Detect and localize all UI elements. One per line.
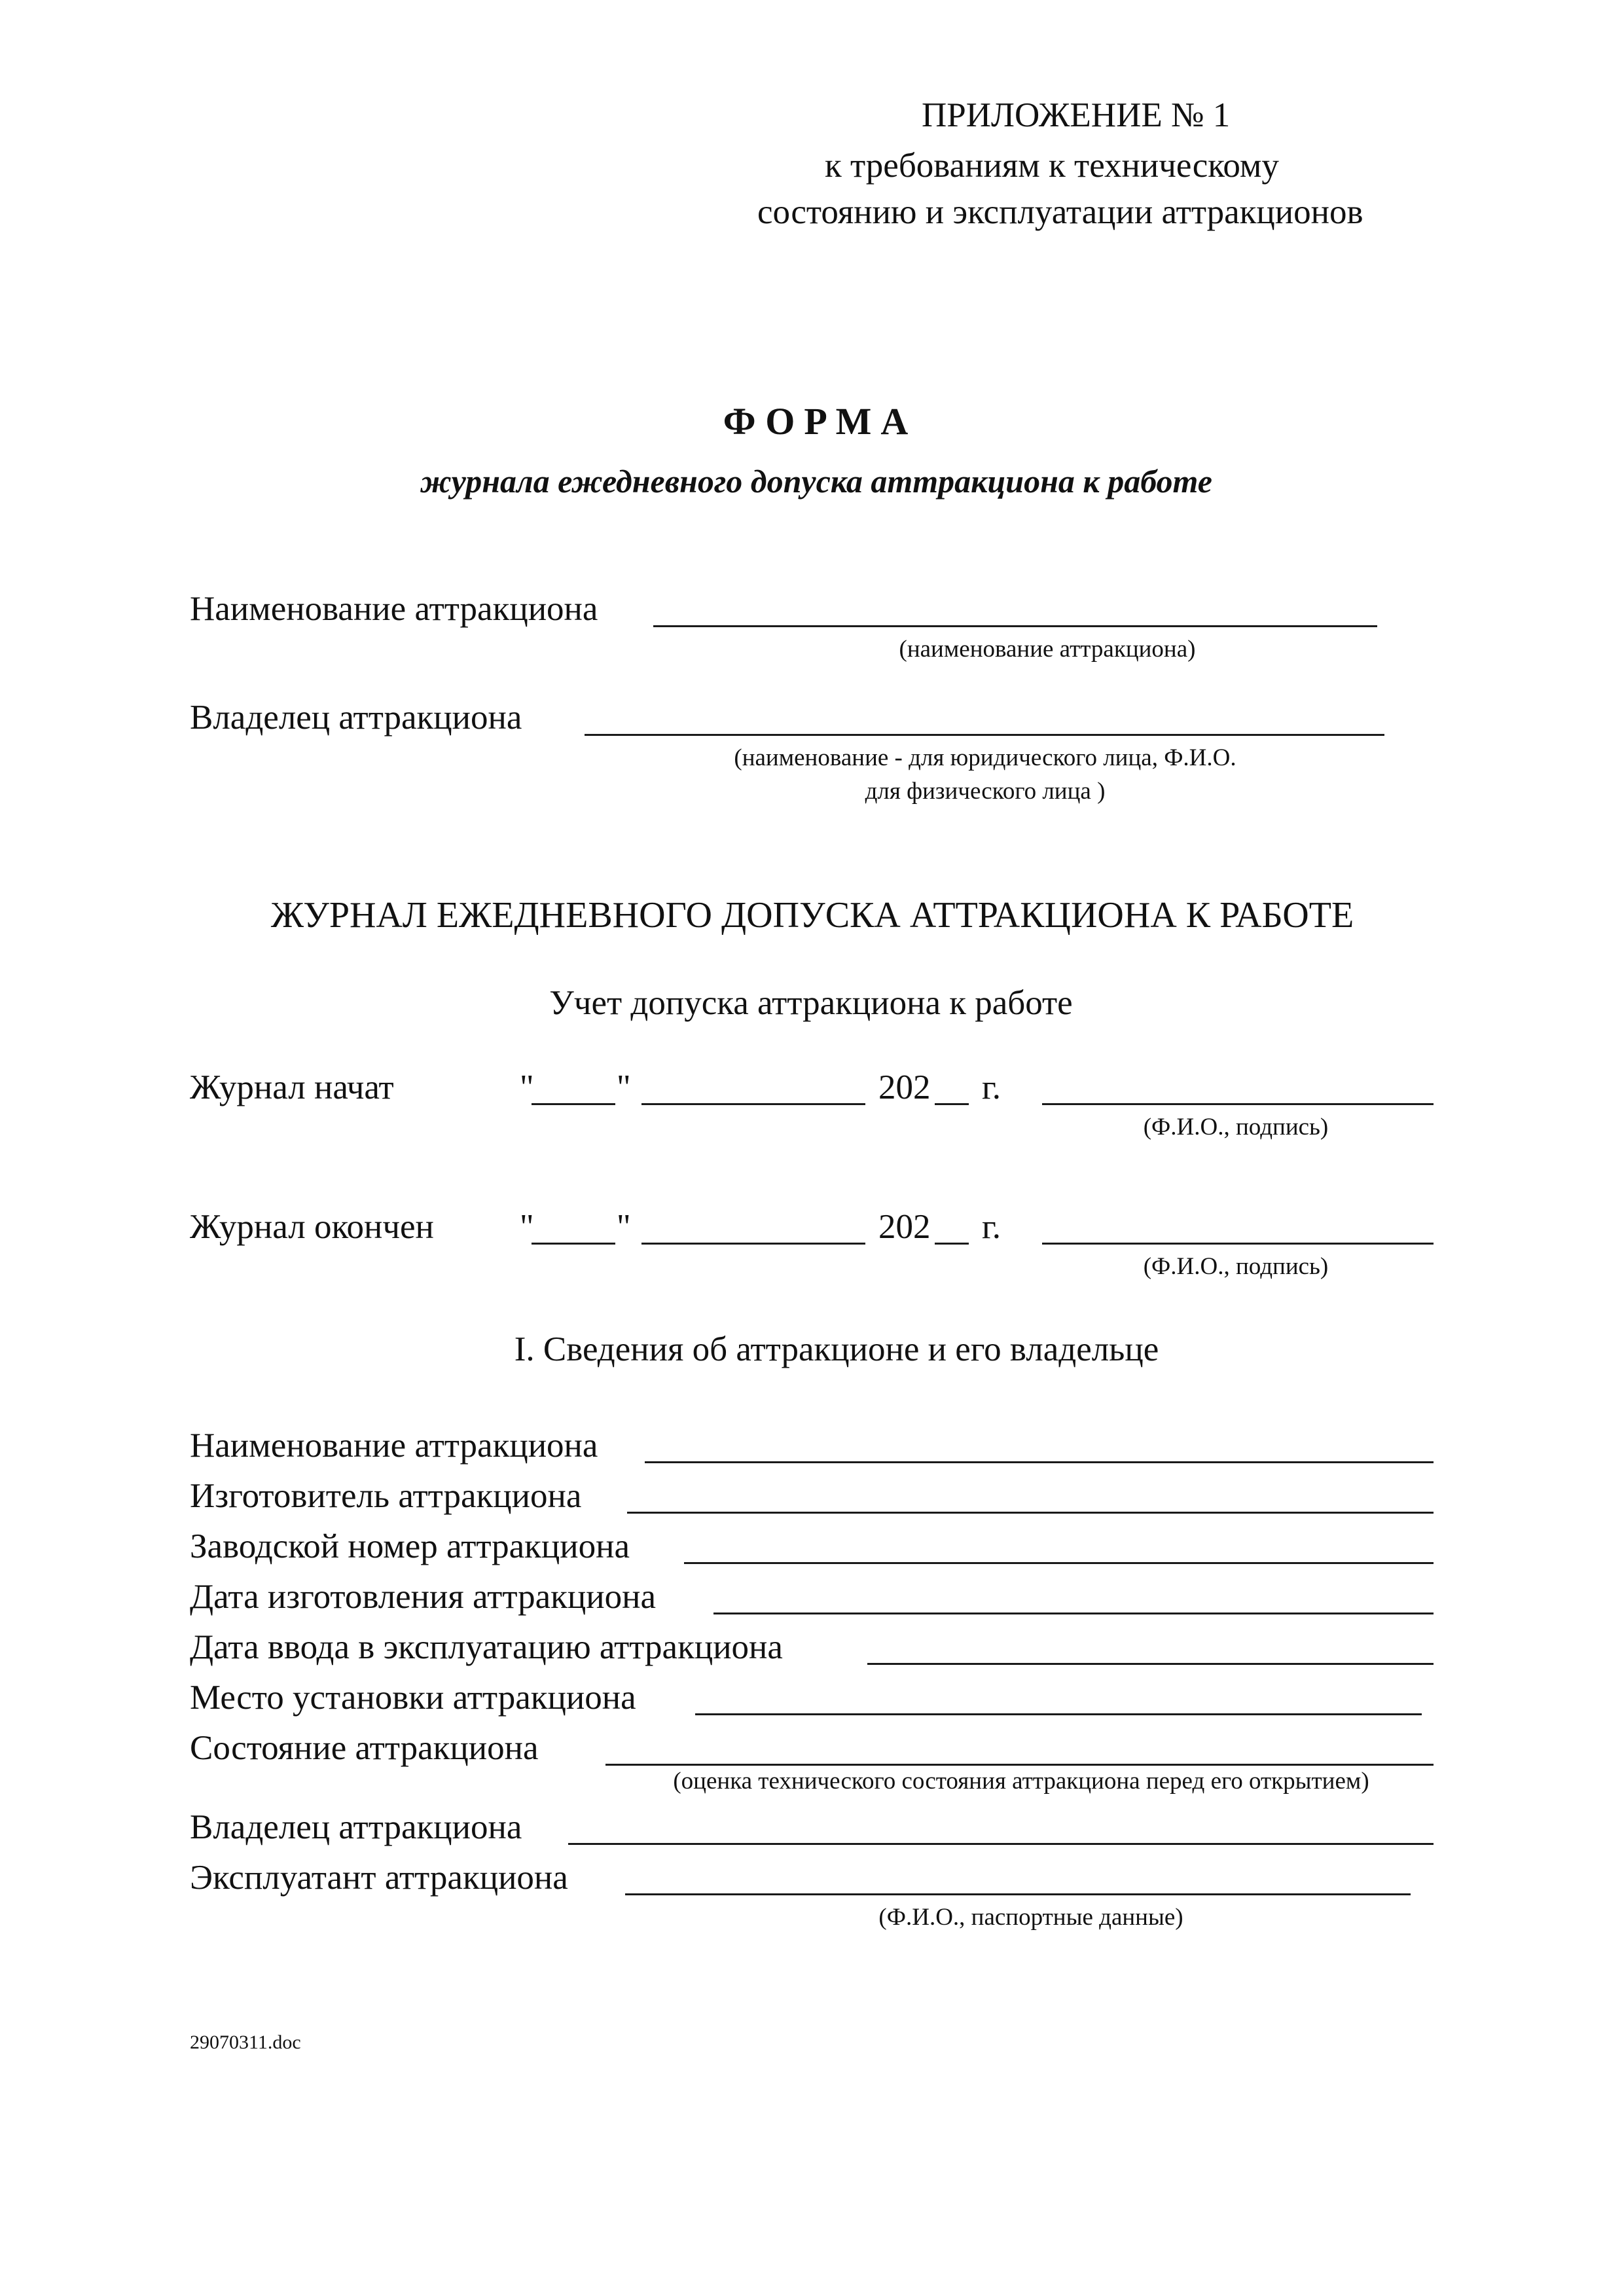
- ended-quote-open: ": [520, 1208, 534, 1246]
- field-condition-line: [605, 1764, 1434, 1766]
- field-manufacturer-label: Изготовитель аттракциона: [190, 1477, 582, 1515]
- header-name-underline: [653, 625, 1377, 627]
- started-quote-close: ": [617, 1068, 631, 1106]
- field-condition-hint: (оценка технического состояния аттракциона перед его открытием): [673, 1768, 1369, 1795]
- section-1-title: I. Сведения об аттракционе и его владельце: [514, 1330, 1159, 1368]
- ended-day-blank: [532, 1243, 615, 1245]
- appendix-line-1: к требованиям к техническому: [825, 147, 1279, 185]
- header-owner-hint-1: (наименование - для юридического лица, Ф.И.О.: [734, 744, 1236, 771]
- journal-ended-label: Журнал окончен: [190, 1208, 434, 1246]
- started-signature-line: [1042, 1103, 1434, 1105]
- ended-year-blank: [935, 1243, 969, 1245]
- field-manufacturer-line: [627, 1512, 1434, 1514]
- field-manufacture-date-line: [713, 1613, 1434, 1614]
- field-commission-date-label: Дата ввода в эксплуатацию аттракциона: [190, 1628, 783, 1666]
- journal-title: ЖУРНАЛ ЕЖЕДНЕВНОГО ДОПУСКА АТТРАКЦИОНА К РАБОТЕ: [270, 895, 1354, 936]
- header-name-label: Наименование аттракциона: [190, 590, 598, 628]
- field-owner-label: Владелец аттракциона: [190, 1808, 522, 1846]
- started-quote-open: ": [520, 1068, 534, 1106]
- ended-quote-close: ": [617, 1208, 631, 1246]
- header-owner-underline: [585, 734, 1384, 736]
- field-serial-label: Заводской номер аттракциона: [190, 1527, 630, 1565]
- ended-signature-line: [1042, 1243, 1434, 1245]
- field-serial-line: [684, 1562, 1434, 1564]
- field-commission-date-line: [867, 1663, 1434, 1665]
- started-signature-hint: (Ф.И.О., подпись): [1143, 1114, 1329, 1140]
- form-title: ФОРМА: [723, 400, 918, 443]
- ended-signature-hint: (Ф.И.О., подпись): [1143, 1253, 1329, 1280]
- field-condition-label: Состояние аттракциона: [190, 1729, 539, 1767]
- started-year-blank: [935, 1103, 969, 1105]
- footer-file-name: 29070311.doc: [190, 2032, 301, 2053]
- field-operator-label: Эксплуатант аттракциона: [190, 1859, 568, 1897]
- started-year-suffix: г.: [982, 1068, 1001, 1106]
- field-location-label: Место установки аттракциона: [190, 1679, 636, 1717]
- field-name-line: [645, 1461, 1434, 1463]
- started-day-blank: [532, 1103, 615, 1105]
- appendix-line-2: состоянию и эксплуатации аттракционов: [757, 193, 1363, 231]
- header-owner-label: Владелец аттракциона: [190, 699, 522, 737]
- started-year-prefix: 202: [878, 1068, 931, 1106]
- header-name-hint: (наименование аттракциона): [899, 636, 1196, 663]
- appendix-title: ПРИЛОЖЕНИЕ № 1: [922, 96, 1231, 134]
- field-operator-line: [625, 1893, 1411, 1895]
- field-name-label: Наименование аттракциона: [190, 1427, 598, 1465]
- header-owner-hint-2: для физического лица ): [865, 778, 1106, 805]
- journal-started-label: Журнал начат: [190, 1068, 394, 1106]
- ended-year-suffix: г.: [982, 1208, 1001, 1246]
- field-location-line: [695, 1713, 1422, 1715]
- journal-subtitle: Учет допуска аттракциона к работе: [549, 984, 1073, 1022]
- started-month-blank: [641, 1103, 865, 1105]
- ended-year-prefix: 202: [878, 1208, 931, 1246]
- form-subtitle: журнала ежедневного допуска аттракциона к работе: [420, 463, 1212, 500]
- ended-month-blank: [641, 1243, 865, 1245]
- field-operator-hint: (Ф.И.О., паспортные данные): [878, 1904, 1183, 1931]
- field-manufacture-date-label: Дата изготовления аттракциона: [190, 1578, 657, 1616]
- field-owner-line: [568, 1843, 1434, 1845]
